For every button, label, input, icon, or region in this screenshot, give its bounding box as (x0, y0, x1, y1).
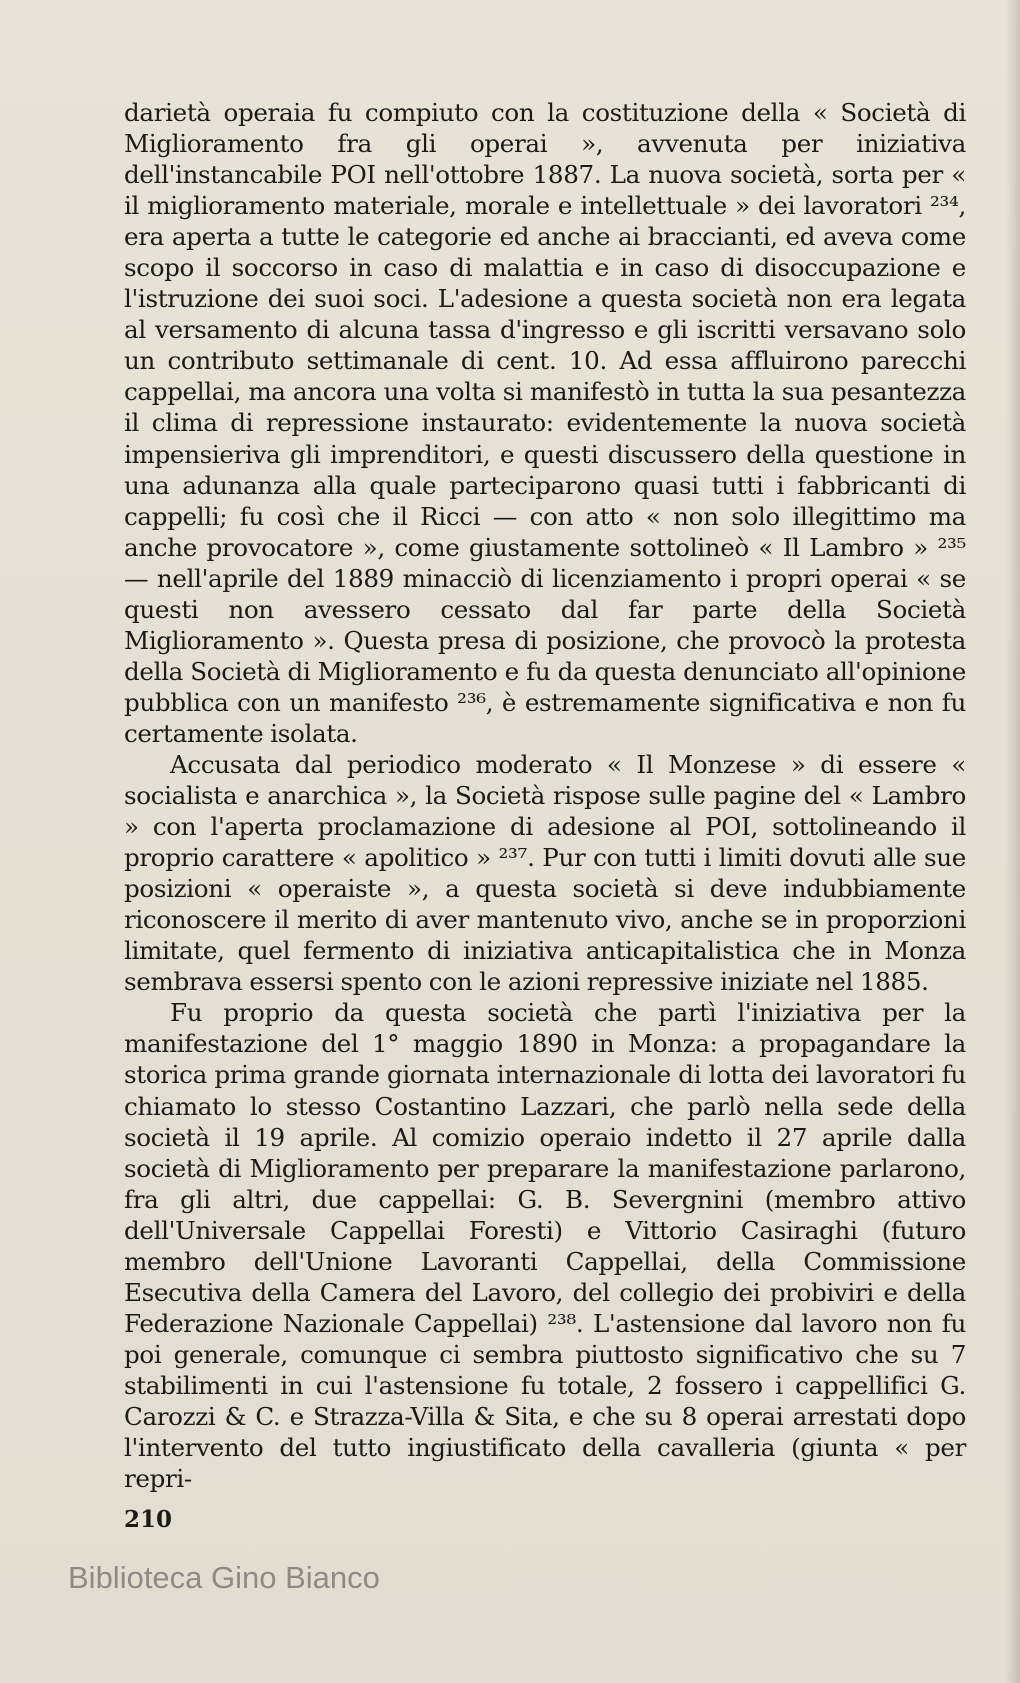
scan-edge-shadow (1006, 0, 1020, 1683)
paragraph: Fu proprio da questa società che partì l'iniziativa per la manifestazione del 1° maggio 1890 in Monza: a propagandare la storica prima grande giornata internazionale di lotta dei lavoratori fu chiamato lo stesso Costantino Lazzari, che parlò nella sede della società il 19 aprile. Al comizio operaio indetto il 27 aprile dalla società di Miglioramento per preparare la manifestazione parlarono, fra gli altri, due cappellai: G. B. Severgnini (membro attivo dell'Universale Cappellai Foresti) e Vittorio Casiraghi (futuro membro dell'Unione Lavoranti Cappellai, della Commissione Esecutiva della Camera del Lavoro, del collegio dei probiviri e della Federazione Nazionale Cappellai) ²³⁸. L'astensione dal lavoro non fu poi generale, comunque ci sembra piuttosto significativo che su 7 stabilimenti in cui l'astensione fu totale, 2 fossero i cappellifici G. Carozzi & C. e Strazza-Villa & Sita, e che su 8 operai arrestati dopo l'intervento del tutto ingiustificato della cavalleria (giunta « per repri- (124, 998, 966, 1494)
paragraph: Accusata dal periodico moderato « Il Monzese » di essere « socialista e anarchica », la Società rispose sulle pagine del « Lambro » con l'aperta proclamazione di adesione al POI, sottolineando il proprio carattere « apolitico » ²³⁷. Pur con tutti i limiti dovuti alle sue posizioni « operaiste », a questa società si deve indubbiamente riconoscere il merito di aver mantenuto vivo, anche se in proporzioni limitate, quel fermento di iniziativa anticapitalistica che in Monza sembrava essersi spento con le azioni repressive iniziate nel 1885. (124, 749, 966, 997)
paragraph-continued: darietà operaia fu compiuto con la costituzione della « Società di Miglioramento fra gli operai », avvenuta per iniziativa dell'instancabile POI nell'ottobre 1887. La nuova società, sorta per « il miglioramento materiale, morale e intellettuale » dei lavoratori ²³⁴, era aperta a tutte le categorie ed anche ai braccianti, ed aveva come scopo il soccorso in caso di malattia e in caso di disoccupazione e l'istruzione dei suoi soci. L'adesione a questa società non era legata al versamento di alcuna tassa d'ingresso e gli iscritti versavano solo un contributo settimanale di cent. 10. Ad essa affluirono parecchi cappellai, ma ancora una volta si manifestò in tutta la sua pesantezza il clima di repressione instaurato: evidentemente la nuova società impensieriva gli imprenditori, e questi discussero della questione in una adunanza alla quale parteciparono quasi tutti i fabbricanti di cappelli; fu così che il Ricci — con atto « non solo illegittimo ma anche provocatore », come giustamente sottolineò « Il Lambro » ²³⁵ — nell'aprile del 1889 minacciò di licenziamento i propri operai « se questi non avessero cessato dal far parte della Società Miglioramento ». Questa presa di posizione, che provocò la protesta della Società di Miglioramento e fu da questa denunciato all'opinione pubblica con un manifesto ²³⁶, è estremamente significativa e non fu certamente isolata. (124, 98, 966, 748)
page-number: 210 (124, 1506, 173, 1533)
library-watermark: Biblioteca Gino Bianco (68, 1560, 380, 1595)
body-text (124, 97, 966, 1494)
